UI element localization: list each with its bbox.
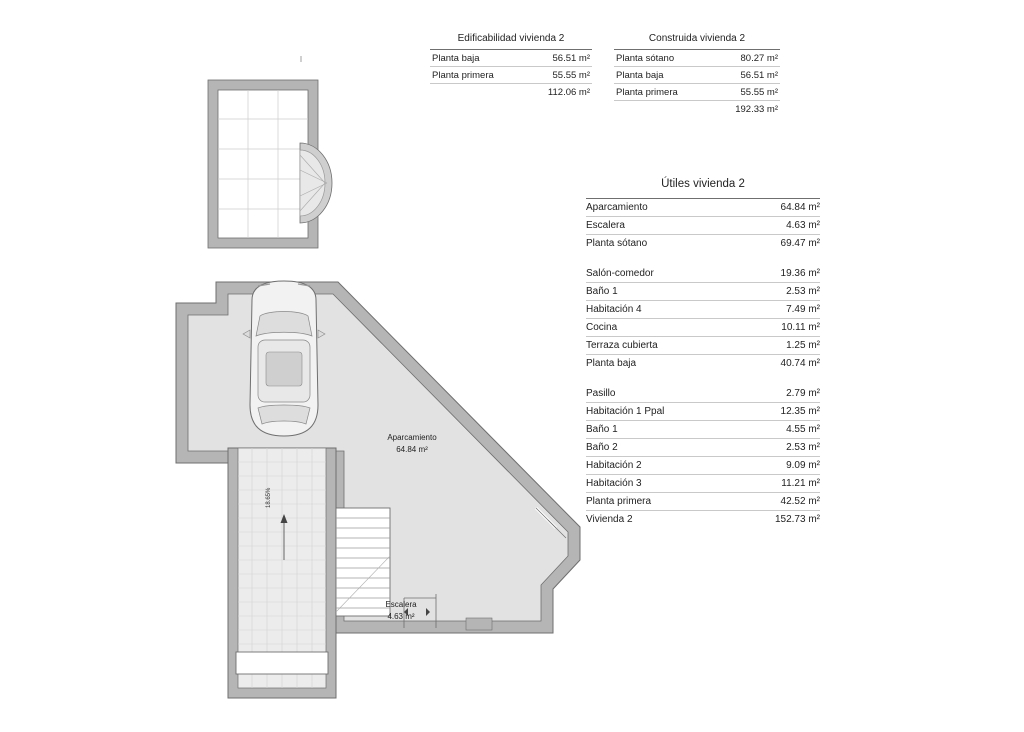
table-group-gap [586,372,820,385]
table-group-gap [586,252,820,265]
row-value: 1.25 m² [735,337,820,355]
plan-label-escalera-area: 4.63 m² [387,612,415,621]
ramp-slope-label: 18.65% [266,487,272,508]
row-label: Planta primera [430,67,526,84]
table-total-row [614,101,780,118]
row-label: Planta baja [614,67,712,84]
row-label: Vivienda 2 [586,514,633,525]
row-label [430,84,526,101]
row-label: Habitación 3 [586,475,735,493]
row-value: 11.21 m² [735,475,820,493]
plan-label-escalera [371,600,431,621]
row-value: 4.55 m² [735,421,820,439]
row-value: 10.11 m² [735,319,820,337]
table-row [586,235,820,253]
row-value: 4.63 m² [735,217,820,235]
row-value: 9.09 m² [735,457,820,475]
plan-label-aparcamiento-name: Aparcamiento [387,433,437,442]
table-row [586,319,820,337]
table-row [586,355,820,373]
row-label [614,101,712,118]
row-label: Planta baja [430,50,526,67]
table-row [586,265,820,283]
row-value: 12.35 m² [735,403,820,421]
table-row [586,475,820,493]
row-value: 56.51 m² [712,67,780,84]
table-row [586,421,820,439]
table-row [430,67,592,84]
total-value: 112.06 m² [547,87,590,98]
row-label: Terraza cubierta [586,337,735,355]
row-value: 55.55 m² [526,67,592,84]
row-value: 2.53 m² [735,439,820,457]
table-row [586,217,820,235]
bay-window [300,143,332,223]
row-value: 42.52 m² [735,493,820,511]
table-row [430,50,592,67]
row-value: 2.79 m² [735,385,820,403]
plan-label-escalera-name: Escalera [385,600,417,609]
row-label: Planta primera [614,84,712,101]
row-label: Habitación 2 [586,457,735,475]
table-row [586,337,820,355]
row-value: 64.84 m² [735,199,820,217]
row-value: 7.49 m² [735,301,820,319]
table-construida [614,33,780,118]
row-label: Planta baja [586,358,637,369]
row-label: Cocina [586,319,735,337]
row-value: 19.36 m² [735,265,820,283]
row-label: Habitación 4 [586,301,735,319]
row-value: 80.27 m² [712,50,780,67]
table-row [614,50,780,67]
row-label: Aparcamiento [586,199,735,217]
table-row [586,301,820,319]
table-utiles [586,178,820,528]
row-label: Planta sótano [614,50,712,67]
table-row-total [586,511,820,529]
table-edificabilidad-title: Edificabilidad vivienda 2 [457,33,565,44]
row-label: Planta primera [586,493,735,511]
row-value: 56.51 m² [526,50,592,67]
row-label: Baño 2 [586,439,735,457]
table-row [614,84,780,101]
table-total-row [430,84,592,101]
table-row [586,403,820,421]
table-edificabilidad [430,33,592,101]
row-label: Baño 1 [586,421,735,439]
table-row [586,283,820,301]
table-row [586,199,820,217]
row-value: 152.73 m² [774,514,820,525]
row-value: 55.55 m² [712,84,780,101]
table-row [586,439,820,457]
row-label: Habitación 1 Ppal [586,403,735,421]
row-value: 40.74 m² [780,358,820,369]
table-row [586,493,820,511]
table-utiles-title: Útiles vivienda 2 [661,178,745,190]
row-label: Baño 1 [586,283,735,301]
row-value: 2.53 m² [735,283,820,301]
plan-label-aparcamiento-area: 64.84 m² [396,445,428,454]
row-label: Planta sótano [586,238,648,249]
table-row [586,385,820,403]
row-label: Escalera [586,217,735,235]
row-value: 69.47 m² [780,238,820,249]
row-label: Pasillo [586,385,735,403]
table-row [614,67,780,84]
plan-label-aparcamiento [347,433,477,454]
total-value: 192.33 m² [735,104,778,115]
car-symbol [243,281,325,436]
table-row [586,457,820,475]
row-label: Salón-comedor [586,265,735,283]
table-construida-title: Construida vivienda 2 [648,33,746,44]
driveway-ramp [228,448,336,698]
